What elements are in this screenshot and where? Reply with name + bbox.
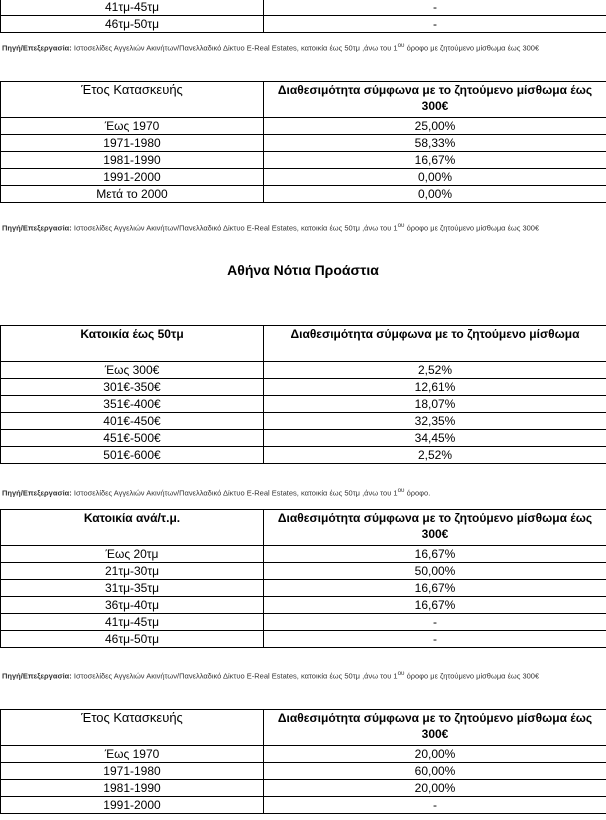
table-row: 401€-450€ 32,35% — [1, 413, 606, 430]
source-note: Πηγή/Επεξεργασία: Ιστοσελίδες Αγγελιών Ακινήτων/Πανελλαδικό Δίκτυο E-Real Estates, κατοικία έως 50τμ ,άνω του $1^{o\upsilon}$ όροφο με ζητούμενο μίσθωμα έως 300€ — [2, 670, 540, 681]
table-row: 31τμ-35τμ 16,67% — [1, 580, 606, 597]
table-row: 351€-400€ 18,07% — [1, 396, 606, 413]
column-header: Έτος Κατασκευής — [1, 82, 264, 118]
source-note: Πηγή/Επεξεργασία: Ιστοσελίδες Αγγελιών Ακινήτων/Πανελλαδικό Δίκτυο E-Real Estates, κατοικία έως 50τμ ,άνω του $1^{o\upsilon}$ όροφο με ζητούμενο μίσθωμα έως 300€ — [2, 42, 540, 53]
top-partial-table — [0, 0, 606, 33]
table-row: 1981-1990 20,00% — [1, 780, 606, 797]
size-table — [0, 509, 606, 648]
column-header: Διαθεσιμότητα σύμφωνα με το ζητούμενο μίσθωμα έως 300€ — [264, 82, 606, 118]
section-heading: Αθήνα Νότια Προάστια — [227, 262, 379, 278]
source-note: Πηγή/Επεξεργασία: Ιστοσελίδες Αγγελιών Ακινήτων/Πανελλαδικό Δίκτυο E-Real Estates, κατοικία έως 50τμ ,άνω του $1^{o\upsilon}$ όροφο με ζητούμενο μίσθωμα έως 300€ — [2, 222, 540, 233]
table-header-row — [1, 82, 606, 118]
table-header-row — [1, 326, 606, 362]
column-header: Έτος Κατασκευής — [1, 710, 264, 746]
table-row: 501€-600€ 2,52% — [1, 447, 606, 464]
table-row: 1971-1980 58,33% — [1, 135, 606, 152]
rent-range-table — [0, 325, 606, 464]
table-row: 1991-2000 - — [1, 797, 606, 814]
column-header: Κατοικία έως 50τμ — [1, 326, 264, 362]
table-row: Έως 300€ 2,52% — [1, 362, 606, 379]
construction-year-table — [0, 709, 606, 814]
table-row: 46τμ-50τμ - — [1, 631, 606, 648]
column-header: Κατοικία ανά/τ.μ. — [1, 510, 264, 546]
table-row: Έως 1970 25,00% — [1, 118, 606, 135]
column-header: Διαθεσιμότητα σύμφωνα με το ζητούμενο μίσθωμα έως 300€ — [264, 710, 606, 746]
table-row: 1971-1980 60,00% — [1, 763, 606, 780]
table-row: 451€-500€ 34,45% — [1, 430, 606, 447]
table-row: 36τμ-40τμ 16,67% — [1, 597, 606, 614]
table-row: 46τμ-50τμ - — [1, 16, 606, 33]
table-row: Έως 20τμ 16,67% — [1, 546, 606, 563]
table-header-row — [1, 510, 606, 546]
table-header-row — [1, 710, 606, 746]
column-header: Διαθεσιμότητα σύμφωνα με το ζητούμενο μίσθωμα — [264, 326, 606, 362]
table-row: 301€-350€ 12,61% — [1, 379, 606, 396]
table-row: Μετά το 2000 0,00% — [1, 186, 606, 203]
table-row: 1981-1990 16,67% — [1, 152, 606, 169]
column-header: Διαθεσιμότητα σύμφωνα με το ζητούμενο μίσθωμα έως 300€ — [264, 510, 606, 546]
table-row: 1991-2000 0,00% — [1, 169, 606, 186]
construction-year-table — [0, 81, 606, 203]
source-note: Πηγή/Επεξεργασία: Ιστοσελίδες Αγγελιών Ακινήτων/Πανελλαδικό Δίκτυο E-Real Estates, κατοικία έως 50τμ ,άνω του $1^{o\upsilon}$ όροφο. — [2, 487, 431, 498]
table-row: 41τμ-45τμ - — [1, 0, 606, 16]
table-row: 41τμ-45τμ - — [1, 614, 606, 631]
table-row: 21τμ-30τμ 50,00% — [1, 563, 606, 580]
table-row: Έως 1970 20,00% — [1, 746, 606, 763]
